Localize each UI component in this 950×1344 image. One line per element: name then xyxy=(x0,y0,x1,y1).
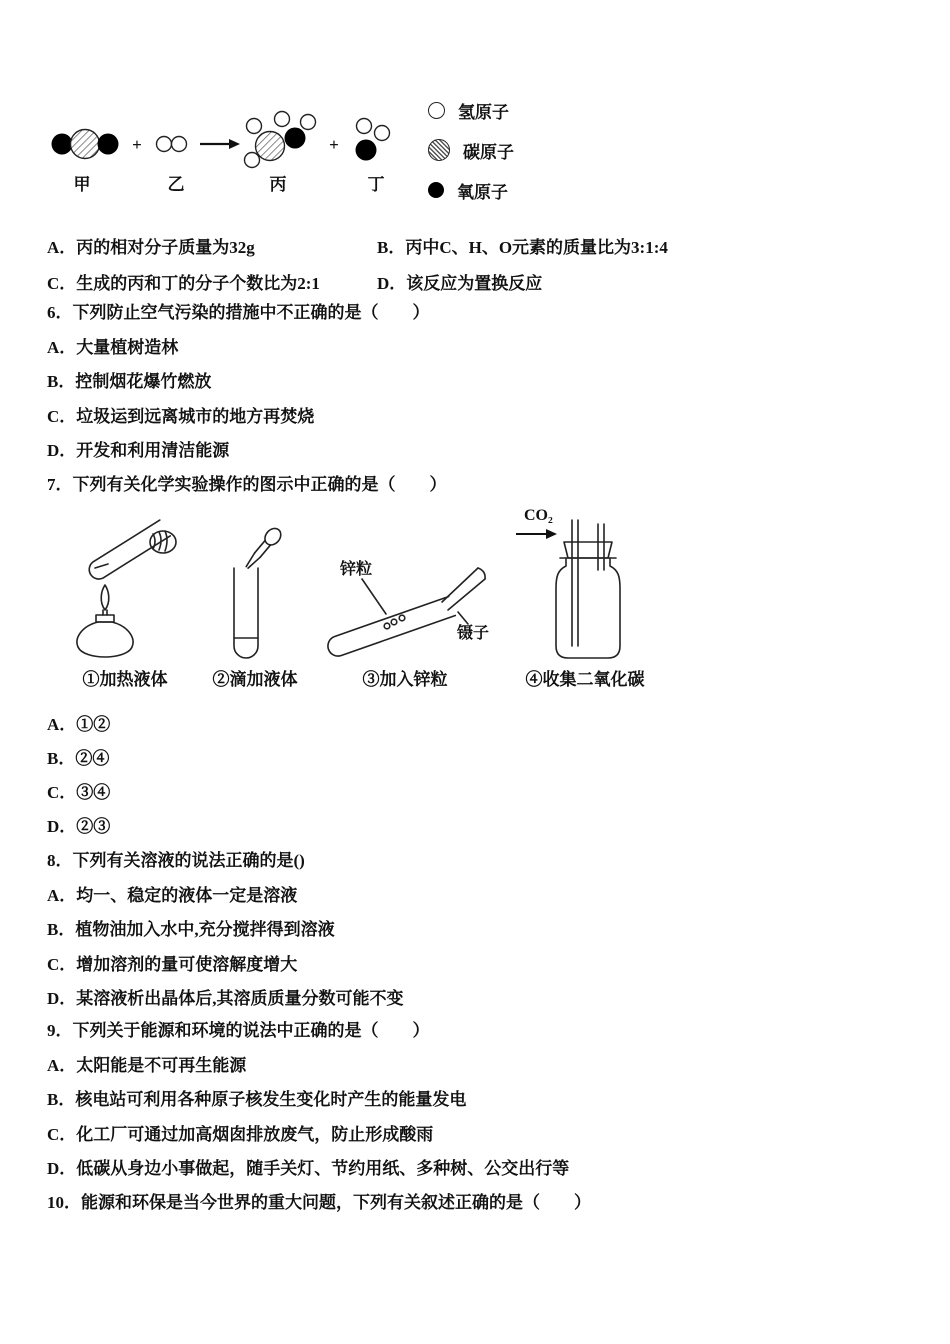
hydrogen-atom xyxy=(375,126,390,141)
hydrogen-atom xyxy=(157,137,172,152)
carbon-atom xyxy=(71,130,100,159)
oxygen-atom-icon xyxy=(428,182,444,198)
q8-option-a: A．均一、稳定的液体一定是溶液 xyxy=(47,885,298,905)
gas-flow-arrow-head xyxy=(546,529,557,539)
figure-collecting-co2 xyxy=(510,496,660,690)
figure-heating-liquid xyxy=(50,514,200,690)
legend-row-carbon xyxy=(428,130,514,170)
oxygen-atom xyxy=(52,134,73,155)
figure4-caption: ④收集二氧化碳 xyxy=(525,670,645,689)
figure-adding-zinc xyxy=(310,558,500,690)
flame-icon xyxy=(101,585,109,610)
q8-option-b: B．植物油加入水中,充分搅拌得到溶液 xyxy=(47,920,335,939)
legend-row-oxygen xyxy=(428,170,514,210)
hydrogen-atom xyxy=(245,153,260,168)
q9-option-d: D．低碳从身边小事做起，随手关灯、节约用纸、多种树、公交出行等 xyxy=(47,1159,570,1178)
tweezers-pointer-line xyxy=(458,612,468,624)
molecular-reaction-diagram xyxy=(42,92,442,197)
q9-stem: 9．下列关于能源和环境的说法中正确的是（ ） xyxy=(47,1021,430,1040)
legend-hydrogen-label: 氢原子 xyxy=(458,102,509,122)
question-6 xyxy=(47,296,430,469)
test-tube xyxy=(234,568,258,658)
hydrogen-atom xyxy=(301,115,316,130)
q8-stem: 8．下列有关溶液的说法正确的是() xyxy=(47,851,305,870)
oxygen-atom xyxy=(356,140,377,161)
gas-bottle xyxy=(556,558,620,658)
question7-options xyxy=(47,708,110,844)
figure-dropping-liquid xyxy=(210,520,300,690)
q6-option-c: C．垃圾运到远离城市的地方再焚烧 xyxy=(47,406,315,426)
question-9 xyxy=(47,1014,569,1187)
dropper-icon xyxy=(242,525,284,572)
zinc-granule xyxy=(391,619,397,625)
q5-option-b: B．丙中C、H、O元素的质量比为3:1:4 xyxy=(377,238,668,257)
atom-legend xyxy=(428,90,514,210)
test-tube xyxy=(89,520,170,579)
tweezers-icon xyxy=(478,568,485,579)
plus-sign: + xyxy=(132,135,142,154)
molecule-jia-label: 甲 xyxy=(73,175,91,194)
oxygen-atom xyxy=(285,128,306,149)
alcohol-lamp-body xyxy=(77,622,133,657)
q6-option-a: A．大量植树造林 xyxy=(47,337,179,357)
legend-row-hydrogen xyxy=(428,90,514,130)
q9-option-b: B．核电站可利用各种原子核发生变化时产生的能量发电 xyxy=(47,1090,467,1109)
legend-oxygen-label: 氧原子 xyxy=(457,182,508,202)
q6-stem: 6．下列防止空气污染的措施中不正确的是（ ） xyxy=(47,303,430,322)
q8-option-d: D．某溶液析出晶体后,其溶质质量分数可能不变 xyxy=(47,989,404,1008)
zinc-granule xyxy=(384,623,390,629)
zinc-granule xyxy=(399,615,405,621)
carbon-atom xyxy=(256,132,285,161)
test-tube xyxy=(328,597,455,657)
question-8 xyxy=(47,844,404,1017)
q10-stem: 10．能源和环保是当今世界的重大问题，下列有关叙述正确的是（ ） xyxy=(47,1193,591,1212)
co2-label: CO₂ xyxy=(524,507,553,524)
tweezers-label: 镊子 xyxy=(456,625,490,642)
reaction-arrow-head xyxy=(229,139,240,149)
question7-figures xyxy=(50,496,660,690)
lamp-collar xyxy=(96,615,114,622)
adding-zinc-diagram xyxy=(310,558,500,662)
q6-option-b: B．控制烟花爆竹燃放 xyxy=(47,372,212,391)
figure1-caption: ①加热液体 xyxy=(82,670,168,689)
liquid-level xyxy=(95,564,108,568)
q7-option-b: B．②④ xyxy=(47,749,110,768)
q6-option-d: D．开发和利用清洁能源 xyxy=(47,441,230,460)
collecting-co2-diagram xyxy=(510,496,660,662)
q5-option-c: C．生成的丙和丁的分子个数比为2:1 xyxy=(47,274,320,293)
hydrogen-atom xyxy=(275,112,290,127)
q9-option-c: C．化工厂可通过加高烟囱排放废气，防止形成酸雨 xyxy=(47,1124,434,1144)
heating-liquid-diagram xyxy=(50,514,200,662)
q5-option-d: D．该反应为置换反应 xyxy=(377,274,543,293)
molecule-bing-label: 丙 xyxy=(269,175,287,194)
hydrogen-atom-icon xyxy=(428,102,445,119)
hydrogen-atom xyxy=(247,119,262,134)
plus-sign: + xyxy=(329,135,339,154)
molecule-yi-label: 乙 xyxy=(167,175,185,194)
zinc-pointer-line xyxy=(362,579,386,614)
hydrogen-atom xyxy=(357,119,372,134)
q9-option-a: A．太阳能是不可再生能源 xyxy=(47,1055,247,1075)
hydrogen-atom xyxy=(172,137,187,152)
zinc-label: 锌粒 xyxy=(339,561,373,578)
q5-option-a: A．丙的相对分子质量为32g xyxy=(47,238,255,257)
oxygen-atom xyxy=(98,134,119,155)
q7-option-a: A．①② xyxy=(47,715,111,734)
question5-options xyxy=(47,230,668,302)
q7-option-d: D．②③ xyxy=(47,817,111,836)
question-10 xyxy=(47,1186,591,1221)
q7-stem: 7．下列有关化学实验操作的图示中正确的是（ ） xyxy=(47,475,447,494)
reaction-diagram-section xyxy=(42,92,442,197)
dropping-liquid-diagram xyxy=(210,520,300,662)
carbon-atom-icon xyxy=(428,139,450,161)
q8-option-c: C．增加溶剂的量可使溶解度增大 xyxy=(47,954,298,974)
legend-carbon-label: 碳原子 xyxy=(463,142,514,162)
figure2-caption: ②滴加液体 xyxy=(212,670,298,689)
molecule-ding-label: 丁 xyxy=(367,175,385,194)
q7-option-c: C．③④ xyxy=(47,783,111,802)
figure3-caption: ③加入锌粒 xyxy=(362,670,448,689)
